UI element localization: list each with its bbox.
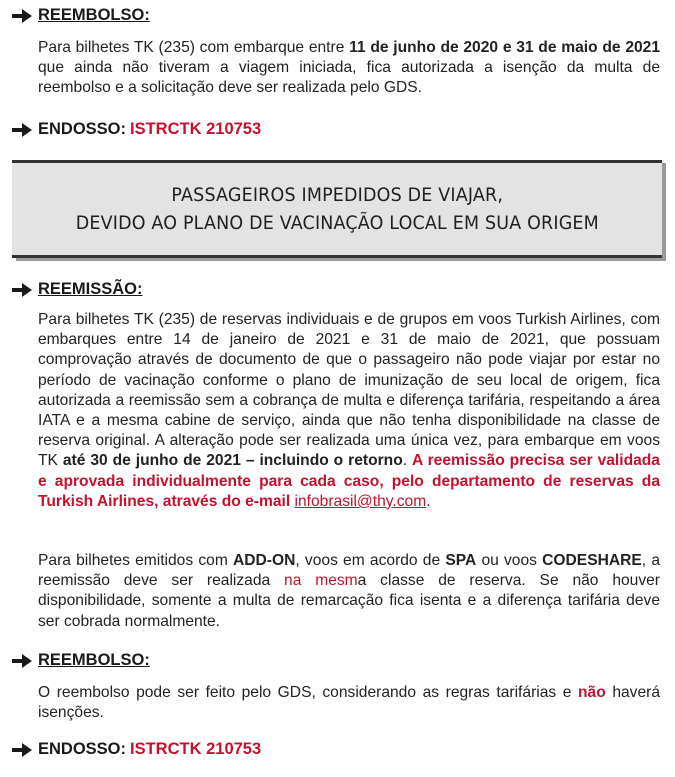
text-span: ou voos: [476, 552, 543, 569]
endosso-2-code: ISTRCTK 210753: [130, 740, 262, 758]
text-span: a classe de reserva. Se não houver disponibilidade, somente a multa de remarcação fica isenta e a diferença tarifária deve ser cobrada normalmente.: [38, 572, 660, 630]
add-on-text: ADD-ON: [233, 552, 296, 569]
endosso-label: ENDOSSO:: [38, 120, 127, 138]
endosso-2-label: ENDOSSO:: [38, 740, 127, 758]
arrow-right-icon: [12, 123, 32, 137]
reemissao-paragraph-2: [38, 551, 660, 632]
deadline-text: até 30 de junho de 2021 – incluindo o retorno: [62, 452, 403, 470]
reemissao-heading-row: [12, 280, 143, 299]
endosso-2-row: [12, 740, 261, 759]
text-span: O reembolso pode ser feito pelo GDS, considerando as regras tarifárias e: [38, 684, 579, 701]
text-span: , voos em acordo de: [295, 552, 446, 569]
text-span: Para bilhetes TK (235) de reservas individuais e de grupos em voos Turkish Airlines, com embarques entre 14 de janeiro de 2021 e 31 de maio de 2021, que possuam comprovação através de documento de que o passageiro não pode viajar por estar no período de vacinação conforme o plano de imunização de seu local de origem, fica autorizada a reemissão sem a cobrança de multa e diferença tarifária, respeitando a área IATA e a mesma cabine de serviço, ainda que não tenha disponibilidade na classe de reserva original. A alteração pode ser realizada uma única vez, para embarque em voos TK: [38, 311, 660, 470]
section-banner: [12, 160, 662, 258]
arrow-right-icon: [12, 743, 32, 757]
reembolso-2-heading: REEMBOLSO:: [38, 651, 150, 669]
reembolso-paragraph: [38, 38, 660, 99]
reemissao-heading: REEMISSÃO:: [38, 280, 143, 298]
endosso-row: [12, 120, 261, 139]
text-span: , a reemissão deve ser realizada: [38, 552, 661, 590]
email-link[interactable]: infobrasil@thy.com: [294, 492, 427, 510]
banner-line-2: DEVIDO AO PLANO DE VACINAÇÃO LOCAL EM SUA ORIGEM: [75, 212, 599, 234]
text-span: Para bilhetes emitidos com: [38, 552, 234, 569]
reembolso-heading-row: [12, 6, 150, 25]
endosso-code: ISTRCTK 210753: [130, 120, 262, 138]
reemissao-paragraph-1: [38, 310, 660, 512]
arrow-right-icon: [12, 9, 32, 23]
no-text: não: [578, 684, 606, 701]
date-range: 11 de junho de 2020 e 31 de maio de 2021: [349, 39, 661, 56]
banner-line-1: PASSAGEIROS IMPEDIDOS DE VIAJAR,: [171, 184, 503, 206]
reembolso-heading: REEMBOLSO:: [38, 6, 150, 24]
text-span: .: [426, 492, 431, 510]
text-span: haverá isenções.: [38, 684, 661, 722]
text-span: que ainda não tiveram a viagem iniciada, fica autorizada a isenção da multa de reembolso e a solicitação deve ser realizada pelo GDS.: [38, 59, 660, 97]
reembolso-2-heading-row: [12, 651, 150, 670]
codeshare-text: CODESHARE: [542, 552, 642, 569]
validation-notice: A reemissão precisa ser validada e aprovada individualmente para cada caso, pelo departamento de reservas da Turkish Airlines, através do e-mail: [38, 452, 660, 510]
reembolso-2-paragraph: [38, 683, 660, 723]
arrow-right-icon: [12, 283, 32, 297]
text-span: Para bilhetes TK (235) com embarque entre: [38, 39, 350, 56]
spa-text: SPA: [445, 552, 477, 569]
arrow-right-icon: [12, 654, 32, 668]
text-span: .: [402, 452, 412, 470]
same-class-text: na mesm: [284, 572, 358, 590]
